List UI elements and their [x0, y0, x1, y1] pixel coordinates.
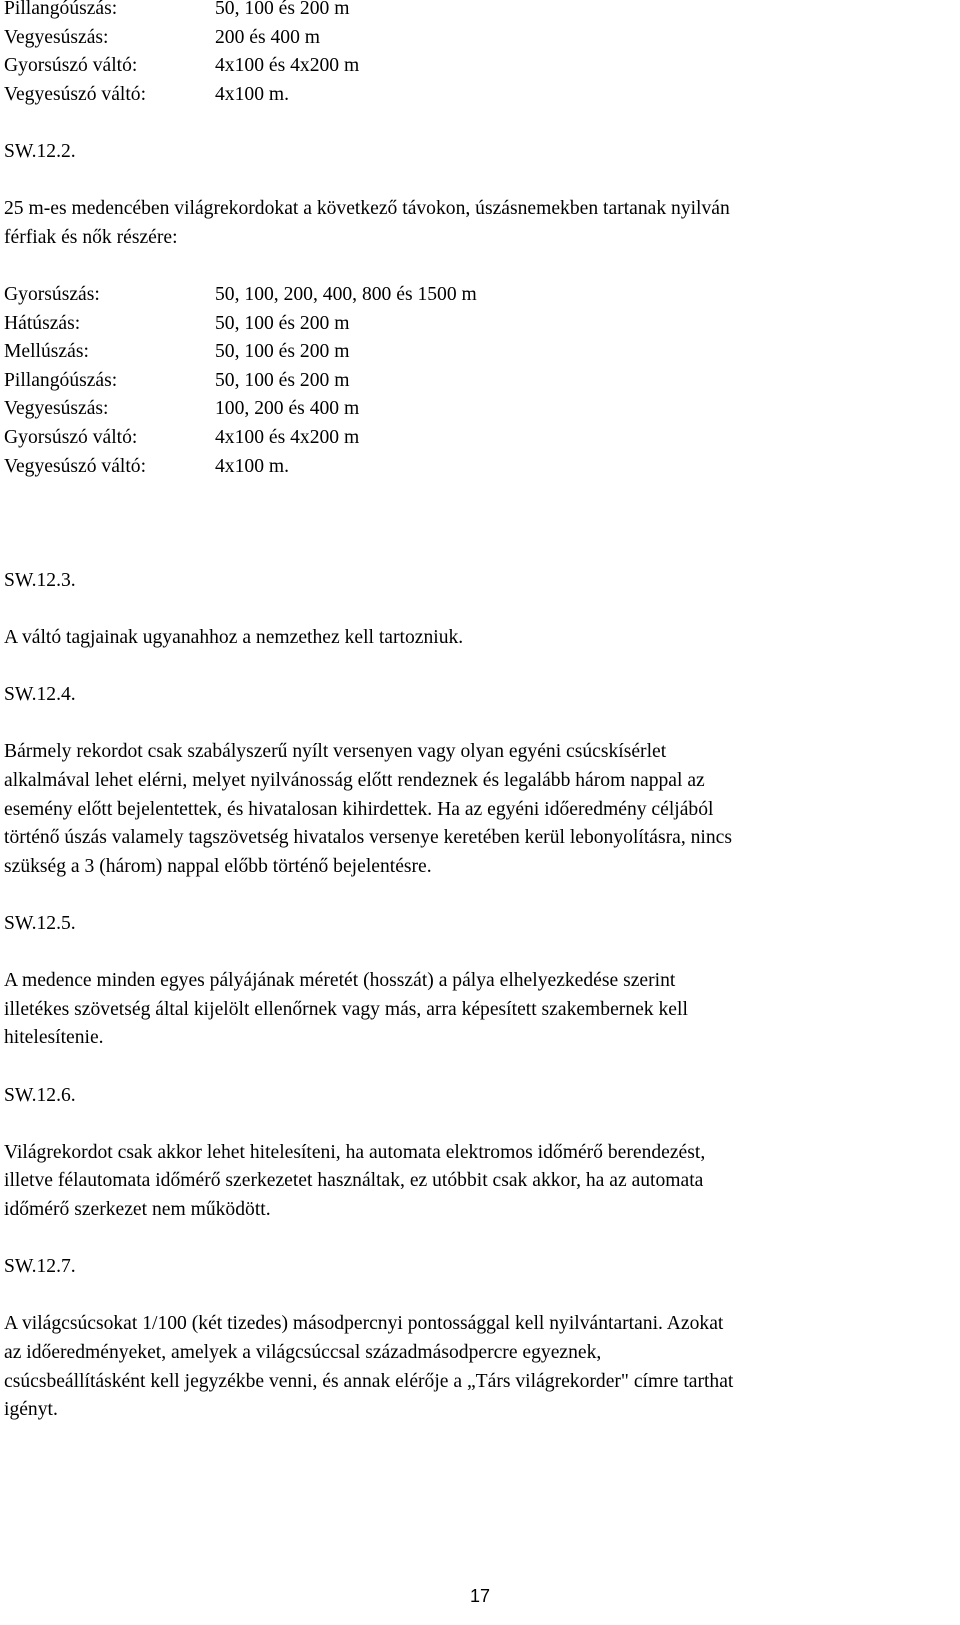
section-heading-sw-12-2: SW.12.2.: [4, 140, 76, 162]
sw-12-2-distance-list: [4, 281, 956, 481]
section-heading-sw-12-6: SW.12.6.: [4, 1084, 76, 1106]
list-item: Hátúszás: 50, 100 és 200 m: [4, 312, 350, 334]
sw-12-7-paragraph: A világcsúcsokat 1/100 (két tizedes) másodpercnyi pontossággal kell nyilvántartani. Azokat az időeredményeket, amelyek a világcsúccsal századmásodpercre egyeznek, csúcsbeállításként kell jegyzékbe venni, és annak elérője a „Társ világrekorder" címre tarthat igényt.: [4, 1313, 734, 1421]
document-page: [4, 0, 956, 1425]
list-item: Vegyesúszás: 200 és 400 m: [4, 26, 321, 48]
sw-12-2-intro: 25 m-es medencében világrekordokat a következő távokon, úszásnemekben tartanak nyilván férfiak és nők részére:: [4, 198, 730, 248]
list-item: Vegyesúszó váltó: 4x100 m.: [4, 455, 290, 477]
section-heading-sw-12-7: SW.12.7.: [4, 1256, 76, 1278]
section-heading-sw-12-4: SW.12.4.: [4, 684, 76, 706]
sw-12-5-paragraph: A medence minden egyes pályájának méretét (hosszát) a pálya elhelyezkedése szerint illetékes szövetség által kijelölt ellenőrnek vagy más, arra képesített szakembernek kell hitelesítenie.: [4, 970, 688, 1049]
list-item: Pillangóúszás: 50, 100 és 200 m: [4, 0, 350, 19]
list-item: Gyorsúszó váltó: 4x100 és 4x200 m: [4, 426, 360, 448]
sw-12-4-paragraph: Bármely rekordot csak szabályszerű nyílt versenyen vagy olyan egyéni csúcskísérlet alkalmával lehet elérni, melyet nyilvánosság előtt rendeznek és legalább három nappal az esemény előtt bejelentettek, és hivatalosan kihirdettek. Ha az egyéni időeredmény céljából történő úszás valamely tagszövetség hivatalos versenye keretében kerül lebonyolításra, nincs szükség a 3 (három) nappal előbb történő bejelentésre.: [4, 741, 732, 877]
section-heading-sw-12-5: SW.12.5.: [4, 913, 76, 934]
top-distance-list: [4, 0, 956, 109]
list-item: Vegyesúszás: 100, 200 és 400 m: [4, 398, 360, 420]
section-heading-sw-12-3: SW.12.3.: [4, 569, 76, 591]
list-item: Gyorsúszás: 50, 100, 200, 400, 800 és 1500 m: [4, 283, 477, 305]
list-item: Mellúszás: 50, 100 és 200 m: [4, 341, 350, 363]
page-number: 17: [469, 1586, 491, 1606]
sw-12-3-paragraph: A váltó tagjainak ugyanahhoz a nemzethez kell tartozniuk.: [4, 627, 464, 649]
list-item: Pillangóúszás: 50, 100 és 200 m: [4, 369, 350, 391]
list-item: Vegyesúszó váltó: 4x100 m.: [4, 83, 290, 105]
sw-12-6-paragraph: Világrekordot csak akkor lehet hitelesíteni, ha automata elektromos időmérő berendezést, illetve félautomata időmérő szerkezetet használtak, ez utóbbit csak akkor, ha az automata időmérő szerkezet nem működött.: [4, 1141, 706, 1220]
list-item: Gyorsúszó váltó: 4x100 és 4x200 m: [4, 55, 360, 77]
